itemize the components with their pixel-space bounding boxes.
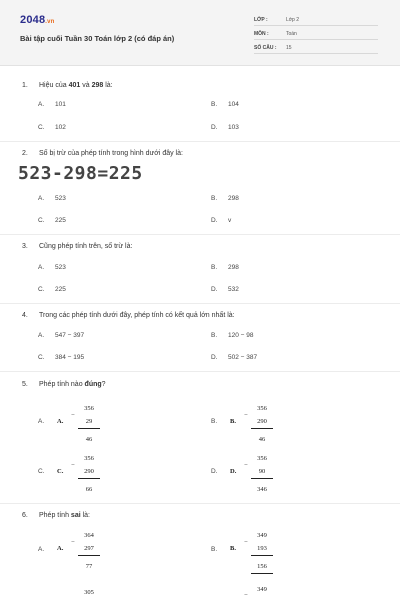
result-line bbox=[78, 555, 100, 556]
meta-count bbox=[254, 44, 378, 54]
minuend: 356 bbox=[257, 455, 267, 462]
q1-bold-1: 401 bbox=[68, 82, 81, 89]
question-3 bbox=[22, 243, 382, 253]
option-key: A. bbox=[38, 101, 45, 108]
minus-sign: − bbox=[71, 412, 75, 419]
option-key: B. bbox=[211, 332, 218, 339]
question-6-title bbox=[22, 512, 382, 522]
subtraction-label: B. bbox=[230, 545, 236, 552]
option-key: A. bbox=[38, 332, 45, 339]
question-3-title bbox=[22, 243, 382, 253]
q5-bold: đúng bbox=[84, 381, 102, 388]
option-value: 502 − 387 bbox=[228, 354, 258, 361]
q1-pre: Hiệu của bbox=[39, 82, 69, 89]
question-1 bbox=[22, 82, 382, 92]
option-key: B. bbox=[211, 546, 218, 553]
question-4-title bbox=[22, 312, 382, 322]
q1-bold-2: 298 bbox=[91, 82, 104, 89]
q6-bold: sai bbox=[70, 512, 81, 519]
subtrahend: 90 bbox=[258, 468, 266, 475]
subtraction-label: B. bbox=[230, 418, 236, 425]
meta-class-value: Lớp 2 bbox=[286, 17, 300, 23]
result-line bbox=[78, 478, 100, 479]
question-6-text bbox=[39, 512, 90, 519]
minus-sign: − bbox=[244, 462, 248, 469]
option-key: D. bbox=[211, 286, 218, 293]
question-4 bbox=[22, 312, 382, 322]
meta-class bbox=[254, 16, 378, 26]
minus-sign: − bbox=[71, 462, 75, 469]
difference: 156 bbox=[257, 563, 267, 570]
option-value: 225 bbox=[55, 286, 66, 293]
subtrahend: 193 bbox=[257, 545, 267, 552]
option-key: B. bbox=[211, 264, 218, 271]
meta-count-label: SỐ CÂU : bbox=[254, 45, 277, 51]
option-value: 298 bbox=[228, 264, 239, 271]
option-value: 101 bbox=[55, 101, 66, 108]
question-4-number: 4. bbox=[22, 312, 28, 319]
q5-post: ? bbox=[101, 381, 106, 388]
minuend: 349 bbox=[257, 586, 267, 593]
question-2 bbox=[22, 150, 382, 160]
option-value: 547 − 397 bbox=[55, 332, 85, 339]
worksheet-title: Bài tập cuối Tuần 30 Toán lớp 2 (có đáp án) bbox=[20, 34, 175, 43]
option-key: A. bbox=[38, 546, 45, 553]
difference: 77 bbox=[85, 563, 93, 570]
option-key: B. bbox=[211, 195, 218, 202]
result-line bbox=[251, 428, 273, 429]
question-5-number: 5. bbox=[22, 381, 28, 388]
minus-sign: − bbox=[71, 539, 75, 546]
question-3-number: 3. bbox=[22, 243, 28, 250]
minuend: 356 bbox=[257, 405, 267, 412]
subtraction-label: C. bbox=[57, 468, 64, 475]
question-2-title bbox=[22, 150, 382, 160]
option-key: C. bbox=[38, 217, 45, 224]
question-divider bbox=[0, 371, 400, 372]
question-5-title bbox=[22, 381, 382, 391]
question-divider bbox=[0, 234, 400, 235]
question-1-number: 1. bbox=[22, 82, 28, 89]
option-key: D. bbox=[211, 468, 218, 475]
question-divider bbox=[0, 503, 400, 504]
question-5-text bbox=[39, 381, 106, 388]
question-1-text bbox=[39, 82, 113, 89]
option-value: 298 bbox=[228, 195, 239, 202]
worksheet-header bbox=[0, 0, 400, 66]
result-line bbox=[251, 478, 273, 479]
option-value: 102 bbox=[55, 124, 66, 131]
difference: 66 bbox=[85, 486, 93, 493]
question-5 bbox=[22, 381, 382, 391]
minus-sign: − bbox=[244, 412, 248, 419]
logo-text: 2048 bbox=[20, 14, 46, 26]
meta-subject-value: Toán bbox=[286, 31, 297, 37]
meta-subject bbox=[254, 30, 378, 40]
option-value: 103 bbox=[228, 124, 239, 131]
question-2-number: 2. bbox=[22, 150, 28, 157]
subtrahend: 290 bbox=[84, 468, 94, 475]
option-key: C. bbox=[38, 124, 45, 131]
q1-post: là: bbox=[103, 82, 113, 89]
option-key: C. bbox=[38, 354, 45, 361]
option-value: v bbox=[228, 217, 232, 224]
option-key: C. bbox=[38, 286, 45, 293]
minus-sign: − bbox=[244, 592, 248, 599]
option-key: D. bbox=[211, 124, 218, 131]
option-value: 104 bbox=[228, 101, 239, 108]
minuend: 364 bbox=[84, 532, 94, 539]
difference: 46 bbox=[258, 436, 266, 443]
q6-pre: Phép tính bbox=[39, 512, 71, 519]
result-underline bbox=[251, 573, 273, 574]
option-key: D. bbox=[211, 217, 218, 224]
minuend: 349 bbox=[257, 532, 267, 539]
question-1-title bbox=[22, 82, 382, 92]
subtraction-label: A. bbox=[57, 545, 64, 552]
q1-mid: và bbox=[80, 82, 92, 89]
meta-count-value: 15 bbox=[286, 45, 292, 51]
option-value: 225 bbox=[55, 217, 66, 224]
question-3-text: Cũng phép tính trên, số trừ là: bbox=[39, 243, 133, 250]
option-key: B. bbox=[211, 101, 218, 108]
subtrahend: 290 bbox=[257, 418, 267, 425]
option-key: A. bbox=[38, 264, 45, 271]
option-key: B. bbox=[211, 418, 218, 425]
question-6-number: 6. bbox=[22, 512, 28, 519]
option-value: 384 − 195 bbox=[55, 354, 85, 361]
minuend: 356 bbox=[84, 405, 94, 412]
question-divider bbox=[0, 141, 400, 142]
subtrahend: 297 bbox=[84, 545, 94, 552]
question-6 bbox=[22, 512, 382, 522]
result-line bbox=[78, 428, 100, 429]
meta-subject-label: MÔN : bbox=[254, 31, 269, 37]
equation-image: 523-298=225 bbox=[18, 163, 143, 184]
minuend: 305 bbox=[84, 589, 94, 596]
minuend: 356 bbox=[84, 455, 94, 462]
option-value: 532 bbox=[228, 286, 239, 293]
option-key: C. bbox=[38, 468, 45, 475]
q6-post: là: bbox=[80, 512, 90, 519]
option-value: 523 bbox=[55, 195, 66, 202]
subtraction-label: D. bbox=[230, 468, 237, 475]
option-value: 120 − 98 bbox=[228, 332, 254, 339]
result-line bbox=[251, 555, 273, 556]
option-key: D. bbox=[211, 354, 218, 361]
difference: 46 bbox=[85, 436, 93, 443]
question-divider bbox=[0, 303, 400, 304]
meta-class-label: LỚP : bbox=[254, 17, 268, 23]
question-4-text: Trong các phép tính dưới đây, phép tính có kết quả lớn nhất là: bbox=[39, 312, 235, 319]
subtrahend: 29 bbox=[85, 418, 93, 425]
difference: 346 bbox=[257, 486, 267, 493]
logo-suffix: .vn bbox=[45, 19, 55, 25]
question-2-text: Số bị trừ của phép tính trong hình dưới đây là: bbox=[39, 150, 183, 157]
option-value: 523 bbox=[55, 264, 66, 271]
subtraction-label: A. bbox=[57, 418, 64, 425]
minus-sign: − bbox=[244, 539, 248, 546]
option-key: A. bbox=[38, 418, 45, 425]
q5-pre: Phép tính nào bbox=[39, 381, 85, 388]
option-key: A. bbox=[38, 195, 45, 202]
site-logo[interactable] bbox=[20, 14, 55, 26]
